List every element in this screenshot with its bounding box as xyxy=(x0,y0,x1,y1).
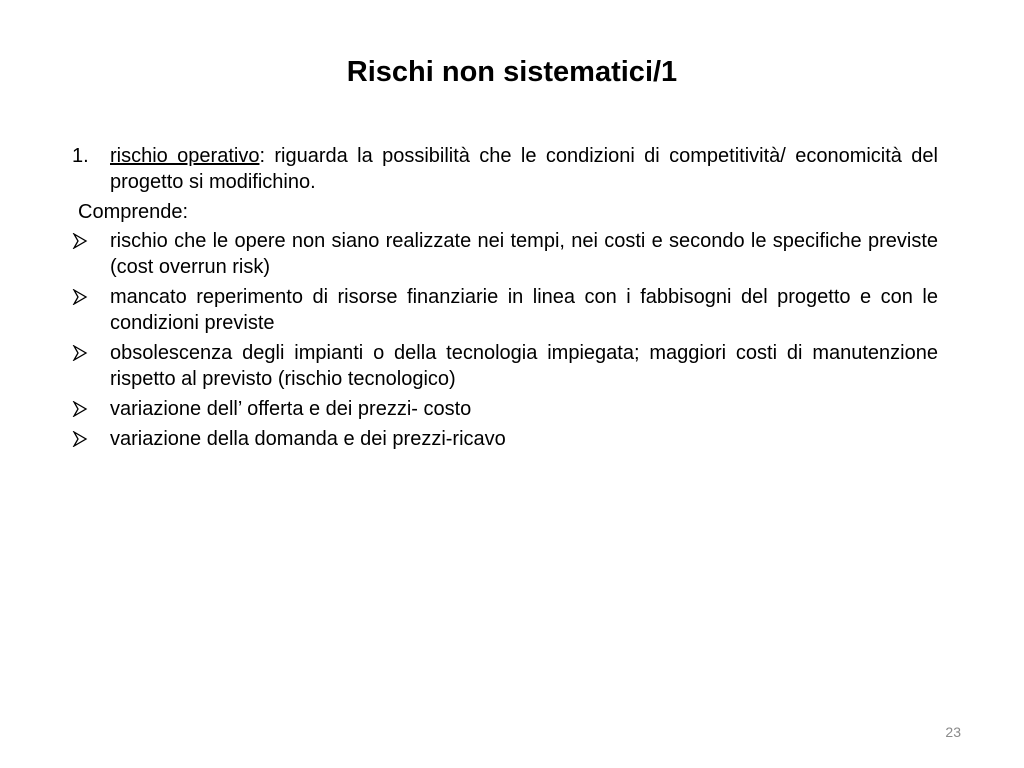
bullet-text: mancato reperimento di risorse finanziarie in linea con i fabbisogni del progetto e con le condizioni previste xyxy=(110,286,938,334)
slide-title: Rischi non sistematici/1 xyxy=(346,56,678,88)
bullet-text: variazione della domanda e dei prezzi-ricavo xyxy=(110,428,506,450)
arrowhead-bullet-icon xyxy=(72,289,88,305)
bullet-item xyxy=(72,284,938,336)
bullet-text: variazione dell’ offerta e dei prezzi- costo xyxy=(110,398,472,420)
arrowhead-bullet-icon xyxy=(72,431,88,447)
list-number: 1. xyxy=(72,145,89,167)
bullet-text: obsolescenza degli impianti o della tecnologia impiegata; maggiori costi di manutenzione rispetto al previsto (rischio tecnologico) xyxy=(110,342,938,390)
comprende-label: Comprende: xyxy=(78,201,189,223)
arrowhead-bullet-icon xyxy=(72,401,88,417)
bullet-item xyxy=(72,340,938,392)
term-rischio-operativo: rischio operativo xyxy=(110,145,260,167)
bullet-text: rischio che le opere non siano realizzate nei tempi, nei costi e secondo le specifiche previste (cost overrun risk) xyxy=(110,230,938,278)
numbered-item xyxy=(72,143,938,195)
bullet-item xyxy=(72,396,938,422)
arrowhead-bullet-icon xyxy=(72,345,88,361)
bullet-item xyxy=(72,228,938,280)
bullet-item xyxy=(72,426,938,452)
arrowhead-bullet-icon xyxy=(72,233,88,249)
page-number: 23 xyxy=(945,724,961,740)
slide-body xyxy=(72,143,938,456)
numbered-item-text: : riguarda la possibilità che le condizioni di competitività/ economicità del progetto si modifichino. xyxy=(110,145,938,193)
